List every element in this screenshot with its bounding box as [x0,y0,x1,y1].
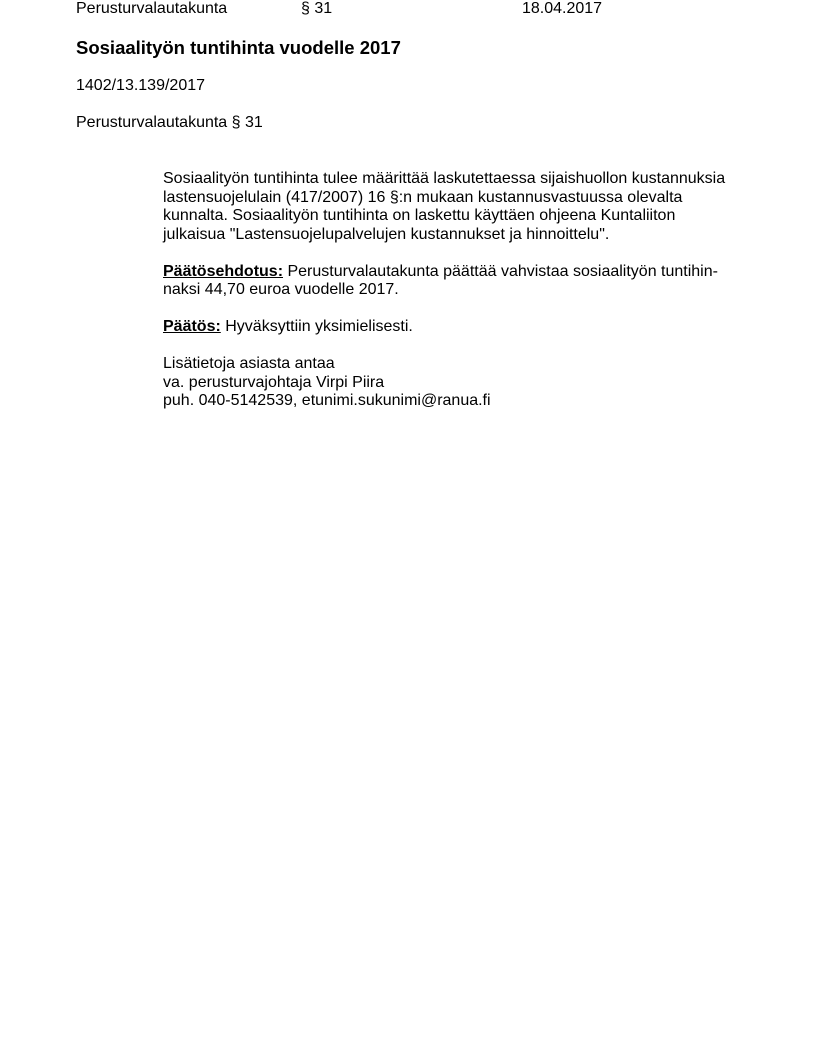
decision-label: Päätös: [163,318,221,335]
proposal-line: naksi 44,70 euroa vuodelle 2017. [163,281,399,298]
intro-paragraph [163,170,743,244]
header-section-number: § 31 [301,0,333,17]
header-date: 18.04.2017 [522,0,603,17]
intro-line: kunnalta. Sosiaalityön tuntihinta on laskettu käyttäen ohjeena Kuntaliiton [163,207,676,224]
contact-paragraph [163,355,743,411]
proposal-line [163,263,743,282]
intro-line: lastensuojelulain (417/2007) 16 §:n mukaan kustannusvastuussa olevalta [163,188,683,206]
contact-line: Lisätietoja asiasta antaa [163,355,335,372]
intro-line: julkaisua "Lastensuojelupalvelujen kustannukset ja hinnoittelu". [163,225,610,243]
intro-line: Sosiaalityön tuntihinta tulee määrittää laskutettaessa sijaishuollon kustannuksia [163,170,726,187]
proposal-label: Päätösehdotus: [163,262,284,280]
document-body [163,170,743,429]
contact-line: puh. 040-5142539, etunimi.sukunimi@ranua.fi [163,392,491,409]
header-committee-name: Perusturvalautakunta [76,0,228,17]
proposal-paragraph [163,263,743,300]
decision-text: Hyväksyttiin yksimielisesti. [225,318,413,335]
document-title: Sosiaalityön tuntihinta vuodelle 2017 [76,37,401,58]
section-reference: Perusturvalautakunta § 31 [76,114,263,131]
decision-paragraph [163,318,743,337]
diary-number: 1402/13.139/2017 [76,77,206,94]
contact-line: va. perusturvajohtaja Virpi Piira [163,373,385,391]
proposal-text: Perusturvalautakunta päättää vahvistaa sosiaalityön tuntihin- [287,262,718,280]
decision-line [163,318,743,337]
